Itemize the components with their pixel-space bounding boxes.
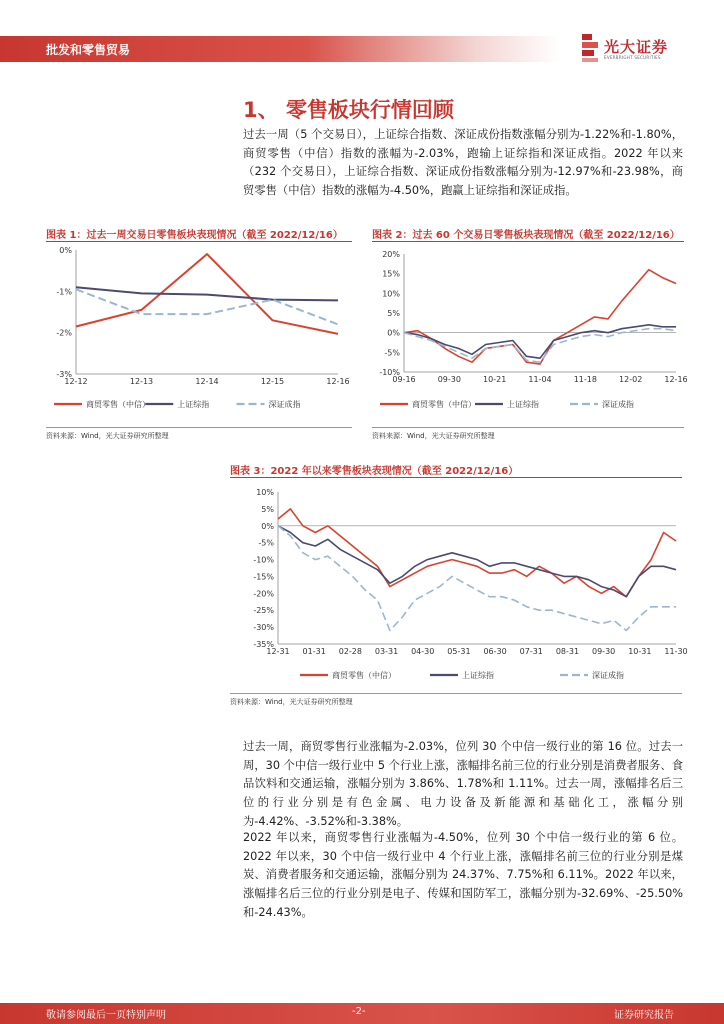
x-tick-label: 06-30 bbox=[483, 647, 507, 656]
chart1-source-rule bbox=[46, 427, 352, 428]
paragraph-ytd: 2022 年以来，商贸零售行业涨幅为-4.50%，位列 30 个中信一级行业的第 6 位。2022 年以来，30 个中信一级行业中 4 个行业上涨，涨幅排名前三位的行业分别是煤炭、消费者服务和交通运输，涨幅分别为 24.37%、7.75%和 6.11%。2022 年以来，涨幅排名后三位的行业分别是电子、传媒和国防军工，涨幅分别为-32.69%、-25.50%和-24.43%。 bbox=[243, 831, 683, 919]
x-tick-label: 12-12 bbox=[64, 377, 88, 386]
paragraph-weekly: 过去一周，商贸零售行业涨幅为-2.03%，位列 30 个中信一级行业的第 16 位。过去一周，30 个中信一级行业中 5 个行业上涨，涨幅排名前三位的行业分别是消费者服务、食品饮料和交通运输，涨幅分别为 3.86%、1.78%和 1.11%。过去一周，涨幅排名后三位的行业分别是有色金属、电力设备及新能源和基础化工，涨幅分别为-4.42%、-3.52%和-3.38%。 bbox=[243, 740, 683, 828]
series-line-shenzhen bbox=[278, 526, 676, 631]
chart2-source-rule bbox=[372, 427, 684, 428]
series-line-retail bbox=[278, 509, 676, 597]
chart3-source: 资料来源：Wind，光大证券研究所整理 bbox=[230, 698, 353, 706]
page-number: -2- bbox=[352, 1006, 366, 1017]
legend-label-retail: 商贸零售（中信） bbox=[332, 671, 396, 680]
y-tick-label: 10% bbox=[256, 488, 274, 497]
x-tick-label: 03-31 bbox=[374, 647, 399, 656]
x-tick-label: 09-30 bbox=[437, 375, 461, 384]
y-tick-label: -5% bbox=[384, 348, 400, 358]
series-line-shanghai bbox=[76, 287, 338, 300]
y-tick-label: -25% bbox=[253, 606, 274, 616]
y-tick-label: 20% bbox=[382, 250, 400, 259]
y-tick-label: 0% bbox=[59, 246, 72, 255]
y-tick-label: -15% bbox=[253, 572, 274, 582]
legend-label-shenzhen: 深证成指 bbox=[592, 671, 624, 680]
legend-label-shenzhen: 深证成指 bbox=[602, 400, 634, 409]
chart1-svg bbox=[46, 244, 352, 416]
y-tick-label: 5% bbox=[387, 309, 400, 318]
x-tick-label: 09-30 bbox=[592, 647, 616, 656]
chart2-svg bbox=[372, 244, 688, 416]
x-tick-label: 12-16 bbox=[664, 375, 688, 384]
legend-label-shanghai: 上证综指 bbox=[462, 671, 494, 680]
chart3-title: 图表 3：2022 年以来零售板块表现情况（截至 2022/12/16） bbox=[230, 466, 519, 477]
x-tick-label: 11-18 bbox=[573, 375, 597, 384]
chart1-title-rule bbox=[46, 241, 352, 242]
x-tick-label: 12-31 bbox=[266, 647, 290, 656]
x-tick-label: 11-30 bbox=[664, 647, 688, 656]
y-tick-label: -35% bbox=[253, 640, 274, 649]
series-line-retail bbox=[404, 270, 676, 364]
x-tick-label: 09-16 bbox=[392, 375, 416, 384]
chart2-source: 资料来源：Wind，光大证券研究所整理 bbox=[372, 432, 495, 440]
x-tick-label: 01-31 bbox=[302, 647, 326, 656]
chart3-svg bbox=[230, 482, 688, 687]
paragraph-summary: 过去一周（5 个交易日），上证综合指数、深证成份指数涨幅分别为-1.22%和-1.80%，商贸零售（中信）指数的涨幅为-2.03%，跑输上证综指和深证成指。2022 年以来（232 个交易日），上证综合指数、深证成份指数涨幅分别为-12.97%和-23.98%，商贸零售（中信）指数的涨幅为-4.50%，跑赢上证综指和深证成指。 bbox=[243, 128, 683, 198]
y-tick-label: 10% bbox=[382, 289, 400, 299]
header-category: 批发和零售贸易 bbox=[46, 43, 131, 57]
x-tick-label: 12-15 bbox=[260, 377, 285, 386]
y-tick-label: -20% bbox=[253, 589, 274, 599]
logo-mark-icon bbox=[580, 34, 600, 64]
x-tick-label: 04-30 bbox=[411, 647, 435, 656]
legend-label-shanghai: 上证综指 bbox=[507, 400, 539, 409]
chart1-title: 图表 1：过去一周交易日零售板块表现情况（截至 2022/12/16） bbox=[46, 230, 343, 241]
y-tick-label: -2% bbox=[56, 328, 72, 338]
x-tick-label: 07-31 bbox=[519, 647, 543, 656]
y-tick-label: -3% bbox=[56, 370, 72, 379]
y-tick-label: 0% bbox=[261, 521, 274, 531]
chart3-title-rule bbox=[230, 477, 682, 478]
y-tick-label: -1% bbox=[56, 287, 72, 297]
x-tick-label: 10-31 bbox=[628, 647, 652, 656]
x-tick-label: 12-13 bbox=[129, 377, 154, 386]
y-tick-label: -10% bbox=[379, 368, 400, 377]
x-tick-label: 10-21 bbox=[483, 375, 507, 384]
logo-text: 光大证券 bbox=[604, 38, 669, 56]
chart1-source: 资料来源：Wind，光大证券研究所整理 bbox=[46, 432, 169, 440]
y-tick-label: -30% bbox=[253, 623, 274, 633]
chart2-title: 图表 2：过去 60 个交易日零售板块表现情况（截至 2022/12/16） bbox=[372, 230, 680, 241]
logo-subtext: EVERBRIGHT SECURITIES bbox=[604, 55, 661, 60]
series-line-shanghai bbox=[278, 526, 676, 597]
footer-report-type: 证券研究报告 bbox=[614, 1010, 674, 1021]
y-tick-label: 15% bbox=[382, 269, 400, 279]
legend-label-shenzhen: 深证成指 bbox=[268, 400, 301, 409]
x-tick-label: 12-02 bbox=[619, 375, 643, 384]
y-tick-label: -10% bbox=[253, 555, 274, 565]
chart3-source-rule bbox=[230, 693, 682, 694]
section-title: 1、 零售板块行情回顾 bbox=[243, 98, 454, 122]
chart2-title-rule bbox=[372, 241, 684, 242]
legend-label-shanghai: 上证综指 bbox=[177, 400, 210, 409]
y-tick-label: 0% bbox=[387, 328, 400, 338]
footer-disclaimer: 敬请参阅最后一页特别声明 bbox=[46, 1010, 166, 1021]
brand-logo bbox=[580, 30, 700, 70]
legend-label-retail: 商贸零售（中信） bbox=[86, 400, 150, 409]
x-tick-label: 12-14 bbox=[195, 377, 219, 386]
legend-label-retail: 商贸零售（中信） bbox=[412, 400, 476, 409]
x-tick-label: 02-28 bbox=[338, 647, 362, 656]
y-tick-label: -5% bbox=[258, 538, 274, 548]
x-tick-label: 05-31 bbox=[447, 647, 471, 656]
x-tick-label: 11-04 bbox=[528, 375, 552, 384]
x-tick-label: 08-31 bbox=[555, 647, 580, 656]
series-line-shanghai bbox=[404, 325, 676, 358]
x-tick-label: 12-16 bbox=[326, 377, 350, 386]
y-tick-label: 5% bbox=[261, 504, 274, 514]
